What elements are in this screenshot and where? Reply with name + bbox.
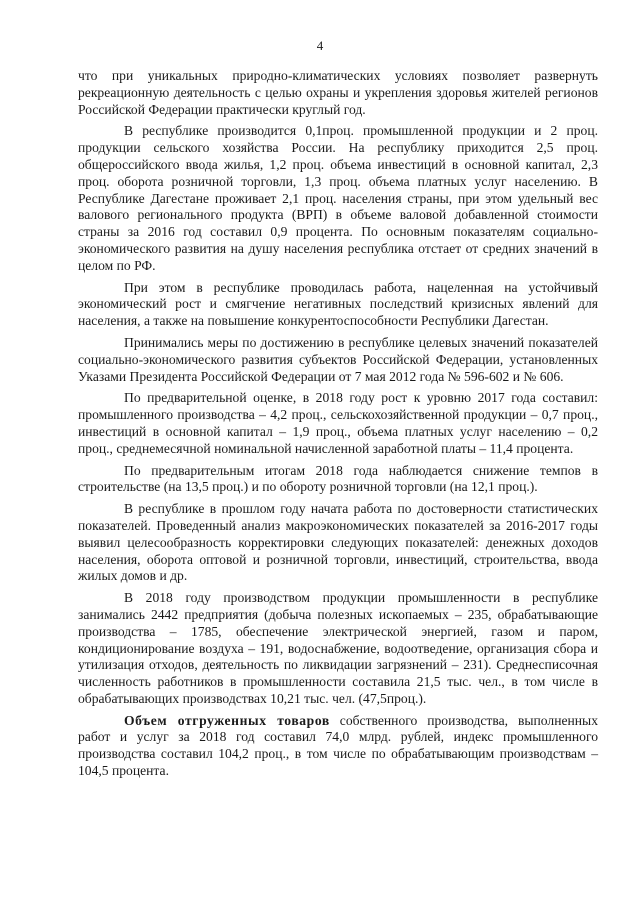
bold-term: Объем отгруженных товаров bbox=[124, 712, 330, 728]
paragraph: В республике в прошлом году начата работа по достоверности статистических показателей. Проведенный анализ макроэкономических показателей за 2016-2017 годы выявил целесообразность корректировки следующих показателей: денежных доходов населения, оборота оптовой и розничной торговли, инвестиций, строительства, ввода жилых домов и др. bbox=[78, 501, 598, 584]
document-body bbox=[78, 68, 598, 785]
paragraph-text: собственного производства, выполненных работ и услуг за 2018 год составил 74,0 млрд. рублей, индекс промышленного производства составил 104,2 проц., в том числе по обрабатывающим производствам – 104,5 процента. bbox=[78, 712, 598, 779]
paragraph: По предварительным итогам 2018 года наблюдается снижение темпов в строительстве (на 13,5 проц.) и по обороту розничной торговли (на 12,1 проц.). bbox=[78, 462, 598, 495]
page-number: 4 bbox=[316, 38, 324, 53]
paragraph: При этом в республике проводилась работа, нацеленная на устойчивый экономический рост и смягчение негативных последствий кризисных явлений для населения, а также на повышение конкурентоспособности Республики Дагестан. bbox=[78, 279, 598, 329]
paragraph: По предварительной оценке, в 2018 году рост к уровню 2017 года составил: промышленного производства – 4,2 проц., сельскохозяйственной продукции – 0,7 проц., инвестиций в основной капитал – 1,9 проц., объема платных услуг населению – 0,2 проц., среднемесячной номинальной начисленной заработной платы – 11,4 процента. bbox=[78, 390, 598, 456]
paragraph: В республике производится 0,1проц. промышленной продукции и 2 проц. продукции сельского хозяйства России. На республику приходится 2,5 проц. общероссийского ввода жилья, 1,2 проц. объема инвестиций в основной капитал, 2,3 проц. оборота розничной торговли, 1,3 проц. объема платных услуг населению. В Республике Дагестане проживает 2,1 проц. населения страны, при этом удельный вес валового регионального продукта (ВРП) в объеме валовой добавленной стоимости страны за 2016 год составил 0,9 процента. По основным показателям социально-экономического развития на душу населения республика отстает от средних значений в целом по РФ. bbox=[78, 123, 598, 273]
paragraph: В 2018 году производством продукции промышленности в республике занимались 2442 предприятия (добыча полезных ископаемых – 235, обрабатывающие производства – 1785, обеспечение электрической энергией, газом и паром, кондиционирование воздуха – 191, водоснабжение, водоотведение, организация сбора и утилизация отходов, деятельность по ликвидации загрязнений – 231). Среднесписочная численность работников в промышленности составила 21,5 тыс. чел., в том числе в обрабатывающих производствах 10,21 тыс. чел. (47,5проц.). bbox=[78, 590, 598, 706]
paragraph: Принимались меры по достижению в республике целевых значений показателей социально-экономического развития субъектов Российской Федерации, установленных Указами Президента Российской Федерации от 7 мая 2012 года № 596-602 и № 606. bbox=[78, 334, 598, 384]
paragraph: что при уникальных природно-климатических условиях позволяет развернуть рекреационную деятельность с целью охраны и укрепления здоровья жителей регионов Российской Федерации практически круглый год. bbox=[78, 68, 598, 117]
paragraph-shipped-goods bbox=[78, 713, 598, 780]
